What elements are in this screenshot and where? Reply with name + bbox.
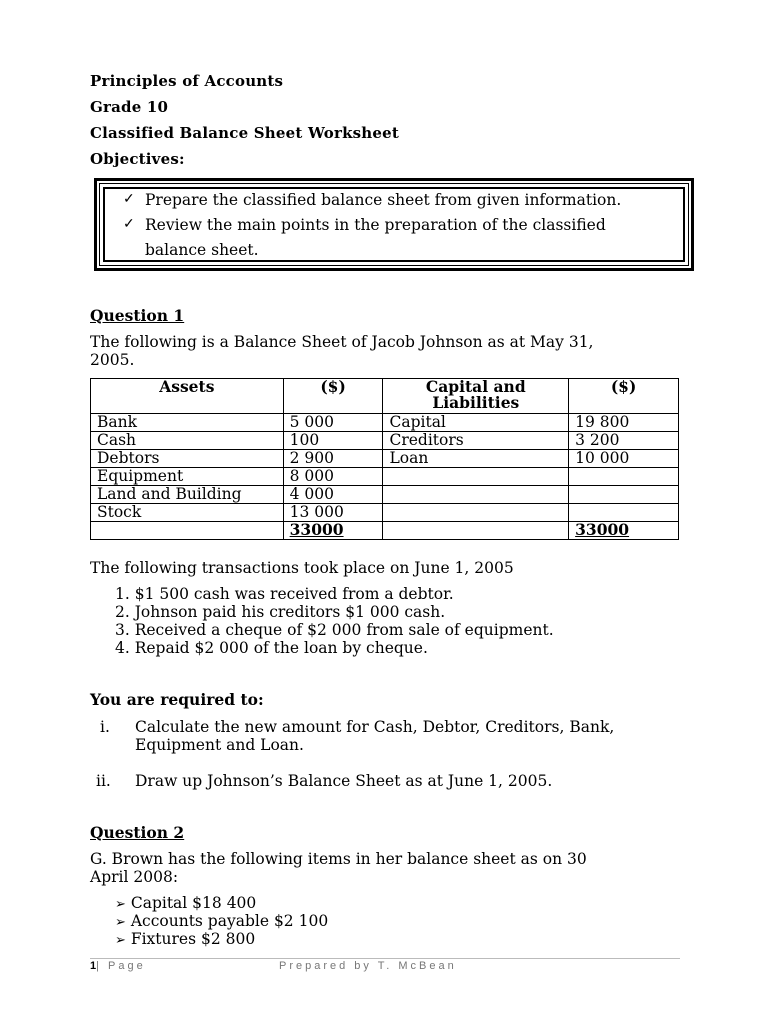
worksheet-title: Classified Balance Sheet Worksheet (90, 124, 400, 142)
requirement-number: i. (100, 718, 110, 736)
question1-intro-line2: 2005. (90, 351, 135, 369)
objectives-label: Objectives: (90, 150, 185, 168)
question1-heading: Question 1 (90, 306, 185, 325)
table-row: Debtors 2 900 Loan 10 000 (91, 450, 679, 468)
question2-intro-line2: April 2008: (90, 868, 179, 886)
assets-header: Assets (91, 379, 284, 414)
table-total-row (91, 522, 679, 540)
objectives-box: ✓ Prepare the classified balance sheet from given information. ✓ Review the main points in the preparation of the classified balance sheet. (94, 178, 694, 271)
requirement-text: Draw up Johnson’s Balance Sheet as at June 1, 2005. (135, 772, 553, 790)
transaction-item: 2. Johnson paid his creditors $1 000 cash. (115, 603, 446, 621)
transactions-intro: The following transactions took place on June 1, 2005 (90, 559, 514, 577)
liabilities-header: Capital and Liabilities (383, 379, 569, 414)
transaction-item: 1. $1 500 cash was received from a debtor. (115, 585, 454, 603)
question2-heading: Question 2 (90, 823, 185, 842)
check-icon: ✓ (123, 216, 135, 232)
table-row: Land and Building 4 000 (91, 486, 679, 504)
requirement-text: Calculate the new amount for Cash, Debtor, Creditors, Bank, (135, 718, 615, 736)
subject-title: Principles of Accounts (90, 72, 284, 90)
table-row: Bank 5 000 Capital 19 800 (91, 414, 679, 432)
footer-divider (90, 958, 680, 959)
amount-header: ($) (283, 379, 383, 414)
balance-sheet-table (90, 378, 679, 540)
arrow-icon: ➢ (115, 915, 126, 930)
check-icon: ✓ (123, 191, 135, 207)
arrow-icon: ➢ (115, 933, 126, 948)
prepared-by: Prepared by T. McBean (279, 960, 457, 972)
question2-intro-line1: G. Brown has the following items in her balance sheet as on 30 (90, 850, 587, 868)
page-number: 1| Page (90, 960, 146, 972)
table-row: Equipment 8 000 (91, 468, 679, 486)
amount-header: ($) (569, 379, 679, 414)
transaction-item: 4. Repaid $2 000 of the loan by cheque. (115, 639, 428, 657)
balance-item: ➢ Accounts payable $2 100 (115, 912, 329, 930)
total-assets: 33000 (283, 522, 383, 540)
table-header-row (91, 379, 679, 414)
transaction-item: 3. Received a cheque of $2 000 from sale of equipment. (115, 621, 554, 639)
requirement-text-continued: Equipment and Loan. (135, 736, 304, 754)
required-label: You are required to: (90, 690, 264, 709)
table-row: Cash 100 Creditors 3 200 (91, 432, 679, 450)
balance-item: ➢ Fixtures $2 800 (115, 930, 256, 948)
total-liabilities: 33000 (569, 522, 679, 540)
table-row: Stock 13 000 (91, 504, 679, 522)
requirement-number: ii. (96, 772, 111, 790)
balance-item: ➢ Capital $18 400 (115, 894, 257, 912)
question1-intro-line1: The following is a Balance Sheet of Jacob Johnson as at May 31, (90, 333, 594, 351)
arrow-icon: ➢ (115, 897, 126, 912)
grade-title: Grade 10 (90, 98, 169, 116)
